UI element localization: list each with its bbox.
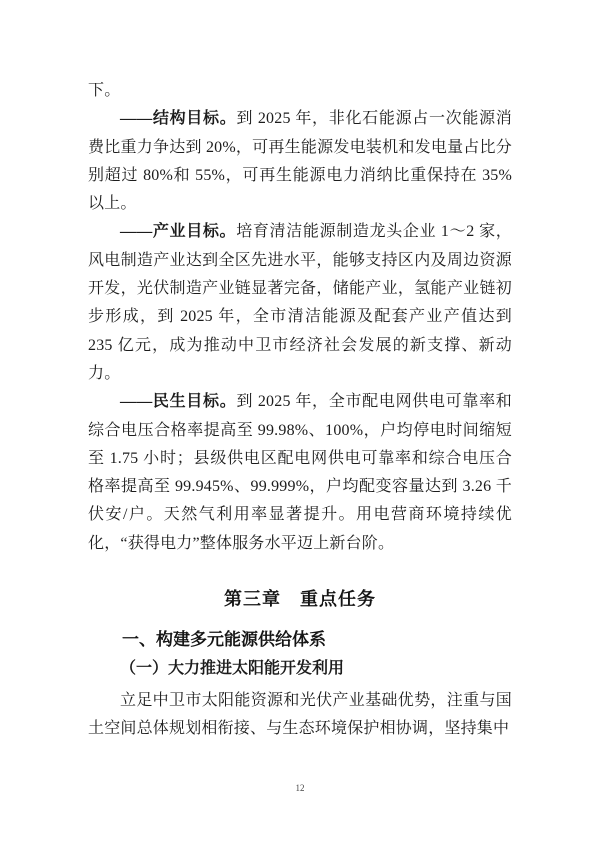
page-content xyxy=(88,77,512,743)
subsection-heading: （一）大力推进太阳能开发利用 xyxy=(120,660,345,678)
paragraph-continuation: 下。 xyxy=(88,82,121,99)
structure-goal-label: ——结构目标。 xyxy=(120,110,237,128)
chapter-heading: 第三章 重点任务 xyxy=(224,589,376,610)
section-heading: 一、构建多元能源供给体系 xyxy=(122,630,326,650)
industry-goal-text: 培育清洁能源制造龙头企业 1～2 家，风电制造产业达到全区先进水平，能够支持区内及周边资源开发，光伏制造产业链显著完备，储能产业，氢能产业链初步形成，到 2025 年，全市清洁能源及配套产业产值达到 235 亿元，成为推动中卫市经济社会发展的新支撑、新动力。 xyxy=(88,223,512,382)
industry-goal-label: ——产业目标。 xyxy=(120,223,237,241)
page-number: 12 xyxy=(295,783,305,793)
livelihood-goal-text: 到 2025 年，全市配电网供电可靠率和综合电压合格率提高至 99.98%、100%，户均停电时间缩短至 1.75 小时；县级供电区配电网供电可靠率和综合电压合格率提高至 99.945%、99.999%，户均配变容量达到 3.26 千伏安/户。天然气利用率显著提升。用电营商环境持续优化，“获得电力”整体服务水平迈上新台阶。 xyxy=(88,393,512,552)
paragraph-livelihood-goal xyxy=(88,388,512,558)
livelihood-goal-label: ——民生目标。 xyxy=(120,393,237,411)
paragraph-structure-goal xyxy=(88,105,512,218)
paragraph-intro: 立足中卫市太阳能资源和光伏产业基础优势，注重与国土空间总体规划相衔接、与生态环境保护相协调，坚持集中 xyxy=(88,691,512,737)
structure-goal-text: 到 2025 年，非化石能源占一次能源消费比重力争达到 20%，可再生能源发电装机和发电量占比分别超过 80%和 55%，可再生能源电力消纳比重保持在 35%以上。 xyxy=(88,110,512,213)
paragraph-industry-goal xyxy=(88,218,512,388)
